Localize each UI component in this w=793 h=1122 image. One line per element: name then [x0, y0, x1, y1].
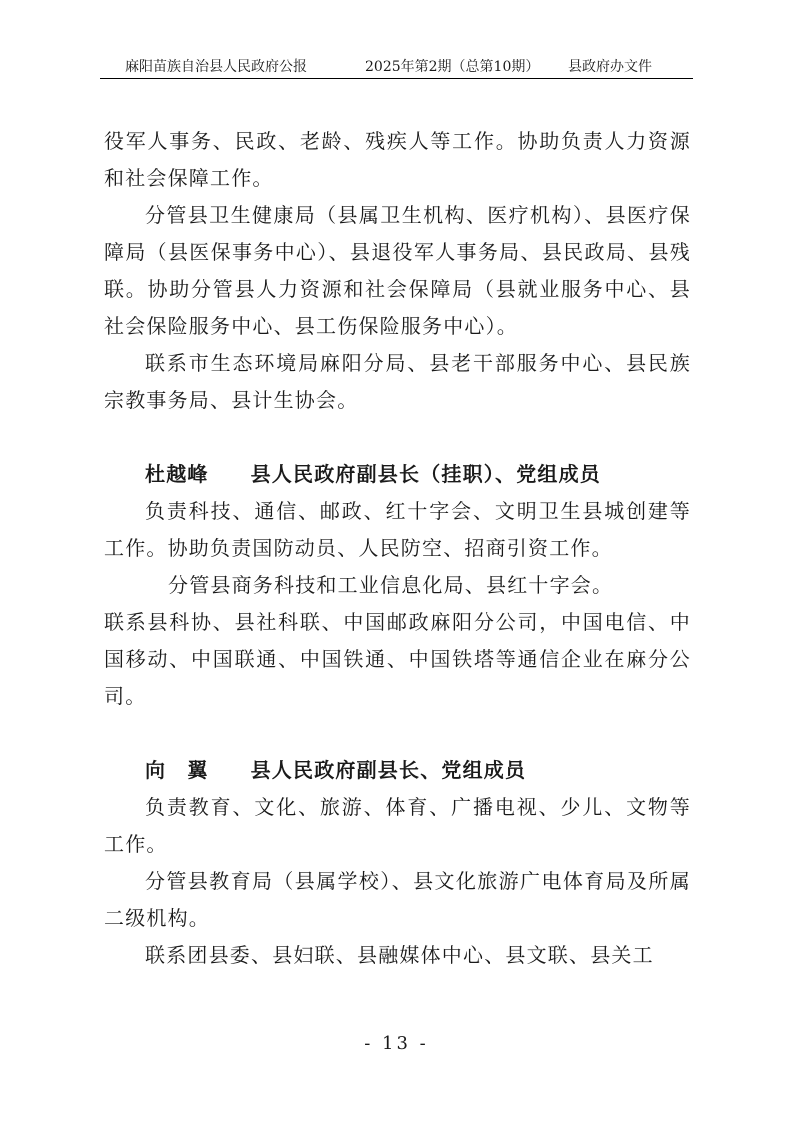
paragraph-manages: 分管县教育局（县属学校）、县文化旅游广电体育局及所属二级机构。 — [104, 869, 691, 930]
section-spacer — [104, 715, 691, 752]
paragraph-manages: 分管县商务科技和工业信息化局、县红十字会。 — [168, 573, 614, 597]
issue-number: 2025年第2期（总第10期） — [365, 59, 540, 75]
official-role: 县人民政府副县长、党组成员 — [250, 758, 527, 782]
paragraph-duties: 负责科技、通信、邮政、红十字会、文明卫生县城创建等工作。协助负责国防动员、人民防空、招商引资工作。 — [104, 499, 691, 560]
official-name: 向 翼 — [145, 758, 209, 782]
official-heading-xiang — [104, 752, 691, 789]
page-number: - 13 - — [364, 1033, 429, 1054]
document-body — [104, 123, 691, 974]
paragraph-continued: 役军人事务、民政、老龄、残疾人等工作。协助负责人力资源和社会保障工作。 — [104, 129, 691, 190]
paragraph-manages: 分管县卫生健康局（县属卫生机构、医疗机构）、县医疗保障局（县医保事务中心）、县退役军人事务局、县民政局、县残联。协助分管县人力资源和社会保障局（县就业服务中心、县社会保险服务中心、县工伤保险服务中心）。 — [104, 203, 691, 338]
page-header — [100, 56, 693, 79]
section-spacer — [104, 419, 691, 456]
official-role: 县人民政府副县长（挂职）、党组成员 — [250, 462, 602, 486]
paragraph-contacts: 联系县科协、县社科联、中国邮政麻阳分公司，中国电信、中国移动、中国联通、中国铁通、中国铁塔等通信企业在麻分公司。 — [104, 610, 691, 708]
paragraph-contacts: 联系市生态环境局麻阳分局、县老干部服务中心、县民族宗教事务局、县计生协会。 — [104, 351, 691, 412]
paragraph-duties: 负责教育、文化、旅游、体育、广播电视、少儿、文物等工作。 — [104, 795, 691, 856]
paragraph-contacts: 联系团县委、县妇联、县融媒体中心、县文联、县关工 — [145, 943, 654, 967]
official-name: 杜越峰 — [145, 462, 209, 486]
publication-title: 麻阳苗族自治县人民政府公报 — [125, 59, 307, 75]
section-title: 县政府办文件 — [568, 59, 652, 75]
official-heading-du — [104, 456, 691, 493]
